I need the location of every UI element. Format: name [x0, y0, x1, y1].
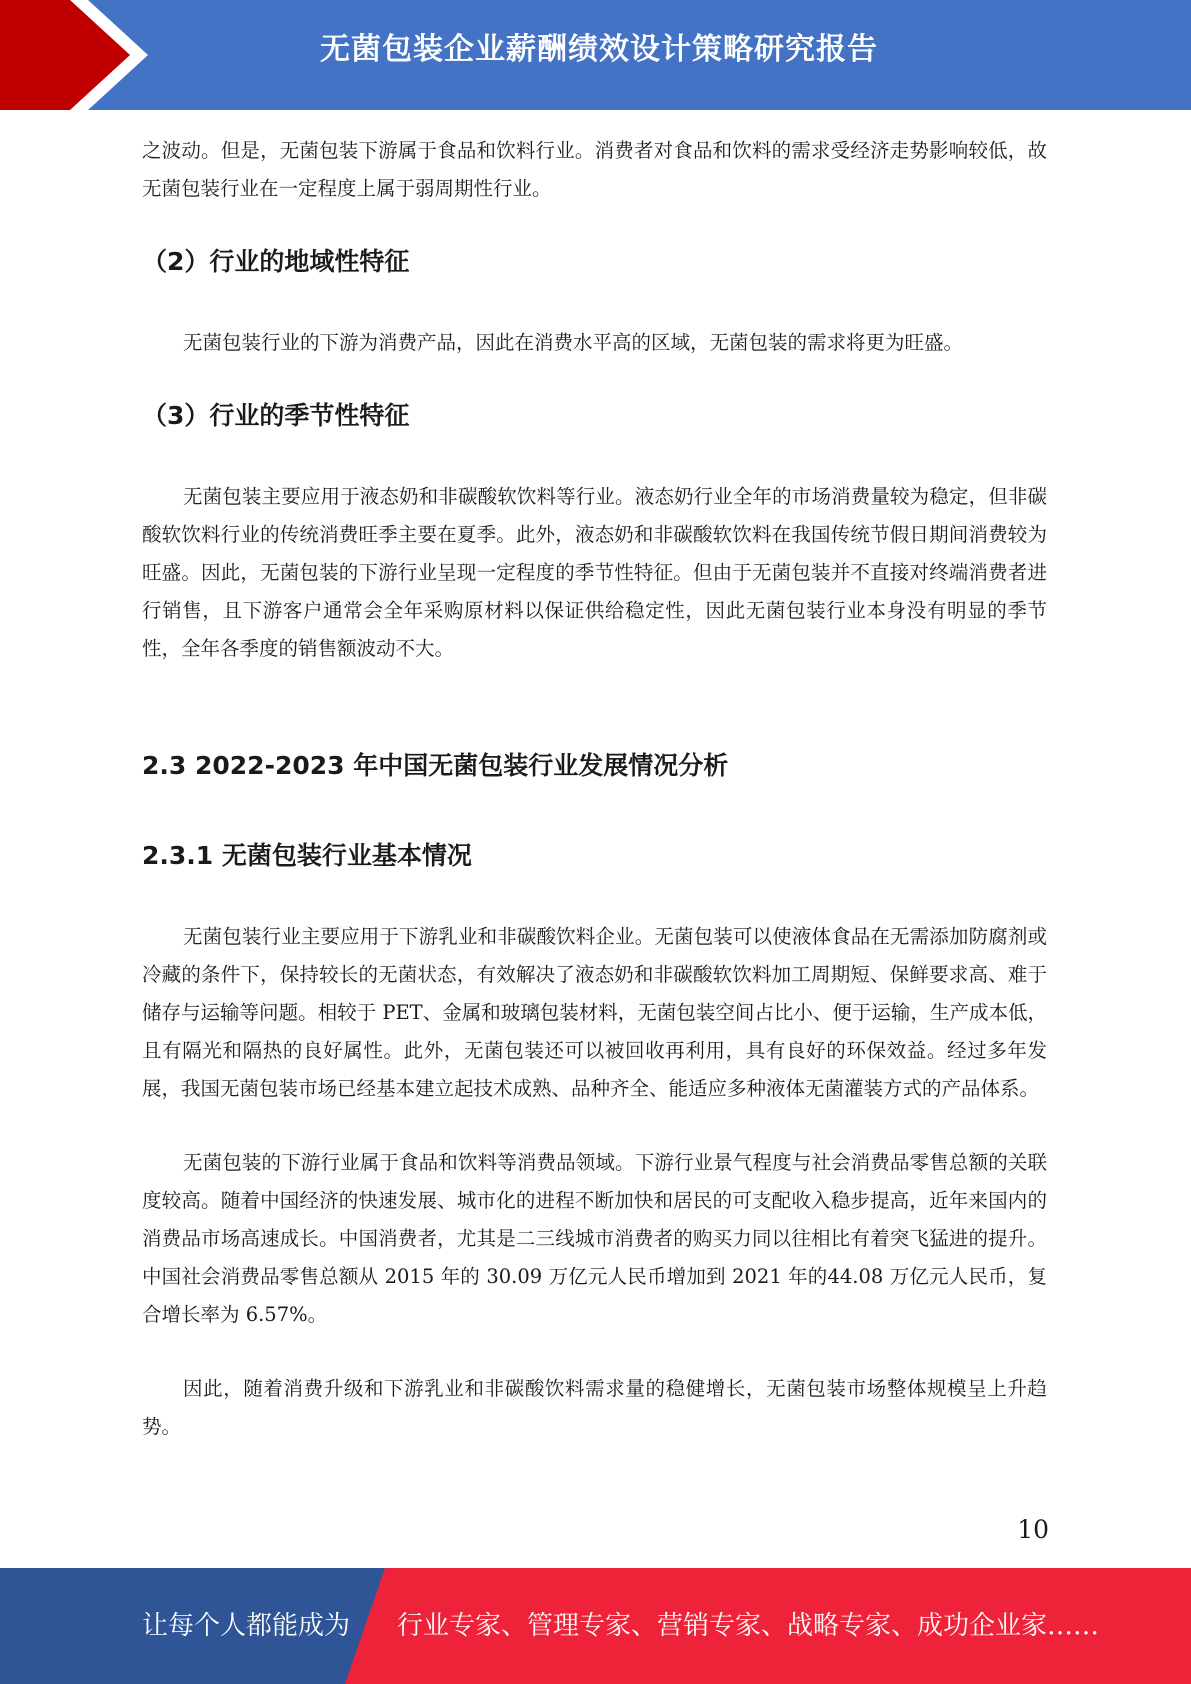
paragraph-downstream: 无菌包装的下游行业属于食品和饮料等消费品领域。下游行业景气程度与社会消费品零售总额的关联度较高。随着中国经济的快速发展、城市化的进程不断加快和居民的可支配收入稳步提高，近年来国内的消费品市场高速成长。中国消费者，尤其是二三线城市消费者的购买力同以往相比有着突飞猛进的提升。中国社会消费品零售总额从 2015 年的 30.09 万亿元人民币增加到 2021 年的44.08 万亿元人民币，复合增长率为 6.57%。 — [142, 1151, 1047, 1326]
paragraph-basic-situation: 无菌包装行业主要应用于下游乳业和非碳酸饮料企业。无菌包装可以使液体食品在无需添加防腐剂或冷藏的条件下，保持较长的无菌状态，有效解决了液态奶和非碳酸软饮料加工周期短、保鲜要求高、难于储存与运输等问题。相较于 PET、金属和玻璃包装材料，无菌包装空间占比小、便于运输，生产成本低，且有隔光和隔热的良好属性。此外，无菌包装还可以被回收再利用，具有良好的环保效益。经过多年发展，我国无菌包装市场已经基本建立起技术成熟、品种齐全、能适应多种液体无菌灌装方式的产品体系。 — [142, 925, 1047, 1100]
footer-slogan-left: 让每个人都能成为 — [142, 1611, 351, 1641]
paragraph-regional: 无菌包装行业的下游为消费产品，因此在消费水平高的区域，无菌包装的需求将更为旺盛。 — [183, 331, 964, 354]
page-number: 10 — [1017, 1515, 1049, 1544]
document-body — [142, 132, 1047, 1446]
header-arrow-decoration — [0, 0, 200, 110]
section-heading-regional: （2）行业的地域性特征 — [142, 247, 410, 276]
paragraph-conclusion: 因此，随着消费升级和下游乳业和非碳酸饮料需求量的稳健增长，无菌包装市场整体规模呈上升趋势。 — [142, 1377, 1047, 1438]
page-footer — [0, 1568, 1191, 1684]
section-heading-2-3: 2.3 2022-2023 年中国无菌包装行业发展情况分析 — [142, 751, 729, 780]
paragraph-seasonal: 无菌包装主要应用于液态奶和非碳酸软饮料等行业。液态奶行业全年的市场消费量较为稳定，但非碳酸软饮料行业的传统消费旺季主要在夏季。此外，液态奶和非碳酸软饮料在我国传统节假日期间消费较为旺盛。因此，无菌包装的下游行业呈现一定程度的季节性特征。但由于无菌包装并不直接对终端消费者进行销售，且下游客户通常会全年采购原材料以保证供给稳定性，因此无菌包装行业本身没有明显的季节性，全年各季度的销售额波动不大。 — [142, 485, 1047, 660]
paragraph-continued: 之波动。但是，无菌包装下游属于食品和饮料行业。消费者对食品和饮料的需求受经济走势影响较低，故无菌包装行业在一定程度上属于弱周期性行业。 — [142, 139, 1047, 200]
footer-slogan-right: 行业专家、管理专家、营销专家、战略专家、成功企业家…… — [397, 1611, 1100, 1641]
page-header — [0, 0, 1191, 110]
header-title: 无菌包装企业薪酬绩效设计策略研究报告 — [320, 32, 878, 67]
section-heading-seasonal: （3）行业的季节性特征 — [142, 401, 410, 430]
section-heading-2-3-1: 2.3.1 无菌包装行业基本情况 — [142, 841, 472, 870]
